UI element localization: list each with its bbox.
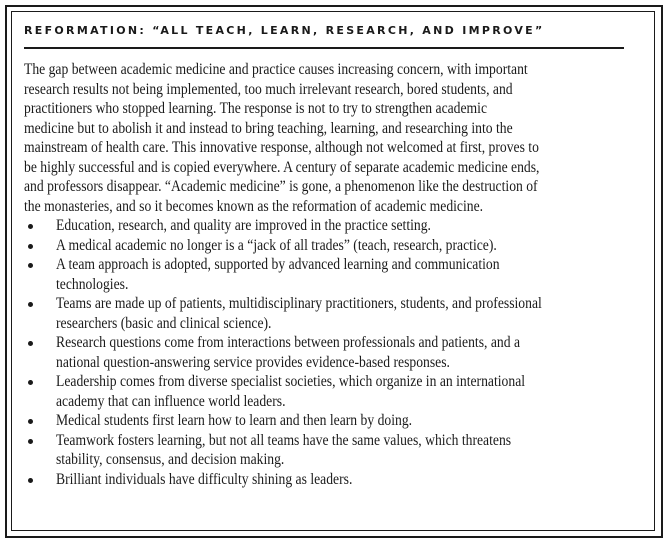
heading-rule	[24, 47, 624, 49]
paragraph-line: practitioners who stopped learning. The response is not to try to strengthen academic	[24, 100, 488, 117]
paragraph-line: the monasteries, and so it becomes known as the reformation of academic medicine.	[24, 197, 484, 215]
bullet-icon	[28, 224, 33, 229]
bullet-icon	[28, 380, 33, 385]
paragraph-line: and professors disappear. “Academic medicine” is gone, a phenomenon like the destruction of	[24, 178, 538, 195]
box-heading: REFORMATION: “ALL TEACH, LEARN, RESEARCH, AND IMPROVE”	[24, 24, 545, 37]
bullet-text-line: Research questions come from interactions between professionals and patients, and a	[56, 334, 520, 351]
bullet-text-line: Brilliant individuals have difficulty shining as leaders.	[56, 470, 353, 488]
bullet-text-line: Teamwork fosters learning, but not all teams have the same values, which threatens	[56, 431, 512, 449]
paragraph-line: research results not being implemented, too much irrelevant research, bored students, and	[24, 80, 513, 98]
bullet-icon	[28, 439, 33, 444]
bullet-text-line: stability, consensus, and decision making.	[56, 451, 285, 468]
bullet-text-line: A team approach is adopted, supported by advanced learning and communication	[56, 256, 500, 273]
bullet-text-line: technologies.	[56, 275, 129, 293]
bullet-icon	[28, 302, 33, 307]
bullet-text-line: Education, research, and quality are improved in the practice setting.	[56, 217, 431, 234]
bullet-text-line: researchers (basic and clinical science).	[56, 314, 272, 332]
bullet-text-line: A medical academic no longer is a “jack of all trades” (teach, research, practice).	[56, 236, 497, 254]
bullet-icon	[28, 263, 33, 268]
bullet-icon	[28, 419, 33, 424]
bullet-text-line: academy that can influence world leaders.	[56, 392, 286, 410]
paragraph-line: mainstream of health care. This innovative response, although not welcomed at first, proves to	[24, 139, 539, 156]
bullet-text-line: Medical students first learn how to learn and then learn by doing.	[56, 412, 413, 429]
bullet-text-line: national question-answering service provides evidence-based responses.	[56, 353, 450, 371]
bullet-text-line: Leadership comes from diverse specialist societies, which organize in an international	[56, 373, 526, 390]
bullet-icon	[28, 478, 33, 483]
bullet-icon	[28, 341, 33, 346]
bullet-icon	[28, 244, 33, 249]
bullet-text-line: Teams are made up of patients, multidisciplinary practitioners, students, and professional	[56, 295, 542, 312]
paragraph-line: be highly successful and is copied everywhere. A century of separate academic medicine ends,	[24, 158, 540, 176]
paragraph-line: medicine but to abolish it and instead to bring teaching, learning, and researching into the	[24, 119, 513, 137]
paragraph-line: The gap between academic medicine and practice causes increasing concern, with important	[24, 61, 528, 78]
